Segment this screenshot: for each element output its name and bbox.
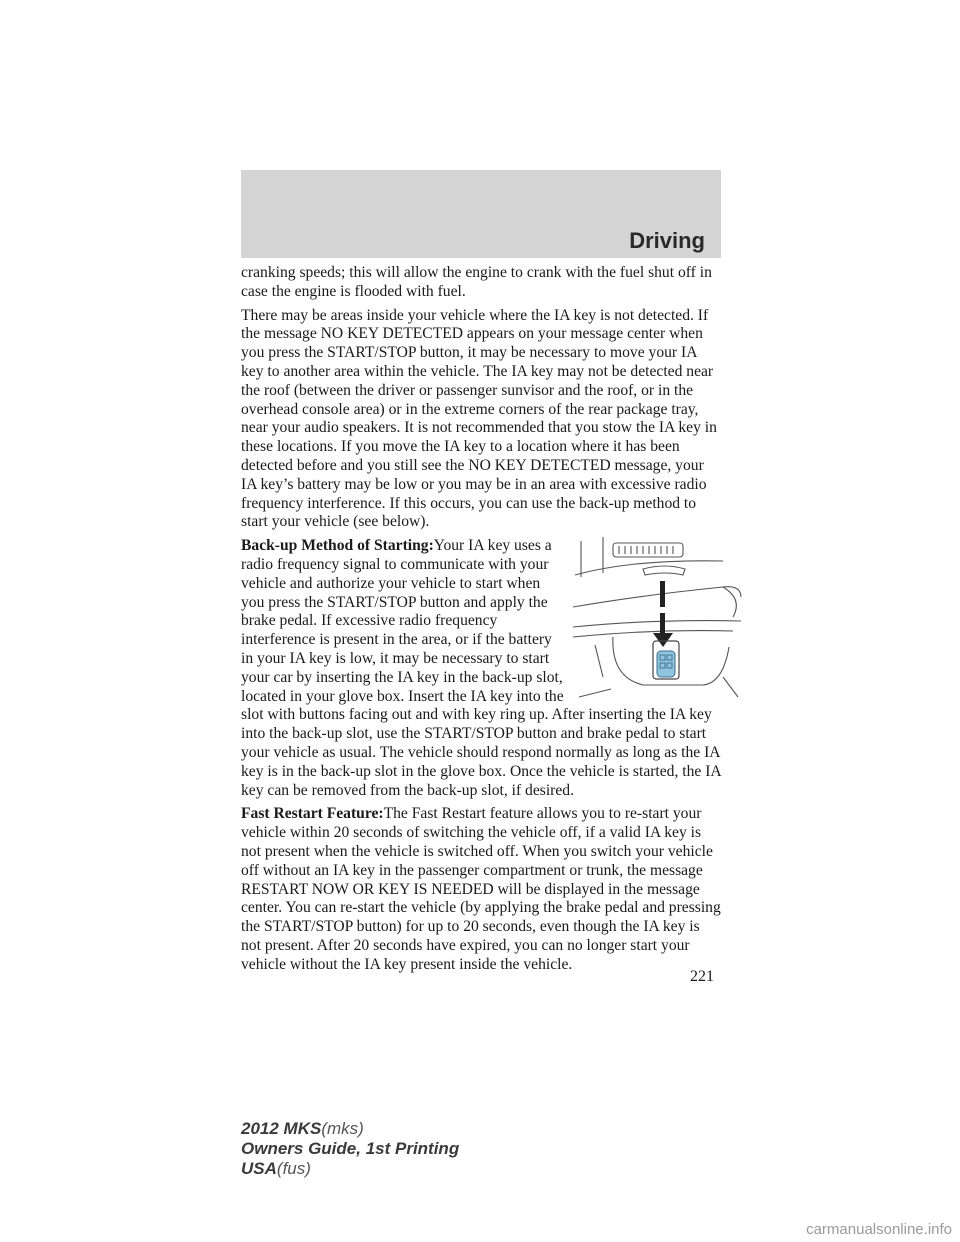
section-header xyxy=(241,170,721,258)
footer-model-code: (mks) xyxy=(321,1119,364,1138)
page-number: 221 xyxy=(690,968,714,985)
glove-box-backup-slot-illustration xyxy=(573,537,743,702)
watermark: carmanualsonline.info xyxy=(806,1221,952,1238)
fast-restart-heading: Fast Restart Feature: xyxy=(241,805,384,823)
footer-edition: Owners Guide, 1st Printing xyxy=(241,1139,460,1158)
document-footer xyxy=(241,1119,459,1179)
paragraph-no-key-detected: There may be areas inside your vehicle where the IA key is not detected. If the message NO KEY DETECTED appears on your message center when you press the START/STOP button, it may be necessary to move your IA key to another area within the vehicle. The IA key may not be detected near the roof (between the driver or passenger sunvisor and the roof, or in the overhead console area) or in the extreme corners of the rear package tray, near your audio speakers. It is not recommended that you stow the IA key in these locations. If you move the IA key to a location where it has been detected before and you still see the NO KEY DETECTED message, your IA key’s battery may be low or you may be in an area with excessive radio frequency interference. If this occurs, you can use the back-up method to start your vehicle (see below). xyxy=(241,306,717,531)
paragraph-cranking: cranking speeds; this will allow the engine to crank with the fuel shut off in case the engine is flooded with fuel. xyxy=(241,264,712,300)
backup-method-text: Your IA key uses a radio frequency signal to communicate with your vehicle and authorize your vehicle to start when you press the START/STOP button and apply the brake pedal. If excessive radio frequency interference is present in the area, or if the battery in your IA key is low, it may be necessary to start your car by inserting the IA key in the back-up slot, located in your glove box. Insert the IA key into the slot with buttons facing out and with key ring up. After inserting the IA key into the back-up slot, use the START/STOP button and brake pedal to start your vehicle as usual. The vehicle should respond normally as long as the IA key is in the back-up slot in the glove box. Once the vehicle is started, the IA key can be removed from the back-up slot, if desired. xyxy=(241,537,721,799)
footer-model: 2012 MKS xyxy=(241,1119,322,1138)
body-text xyxy=(241,264,723,979)
backup-method-heading: Back-up Method of Starting: xyxy=(241,537,434,555)
fast-restart-text: The Fast Restart feature allows you to re-start your vehicle within 20 seconds of switching the vehicle off, if a valid IA key is not present when the vehicle is switched off. When you switch your vehicle off without an IA key in the passenger compartment or trunk, the message RESTART NOW OR KEY IS NEEDED will be displayed in the message center. You can re-start the vehicle (by applying the brake pedal and pressing the START/STOP button) for up to 20 seconds, even though the IA key is not present. After 20 seconds have expired, you can no longer start your vehicle without the IA key present inside the vehicle. xyxy=(241,805,721,973)
paragraph-fast-restart xyxy=(241,805,723,974)
footer-market: USA xyxy=(241,1159,277,1178)
footer-market-code: (fus) xyxy=(276,1159,311,1178)
section-title: Driving xyxy=(629,228,705,253)
